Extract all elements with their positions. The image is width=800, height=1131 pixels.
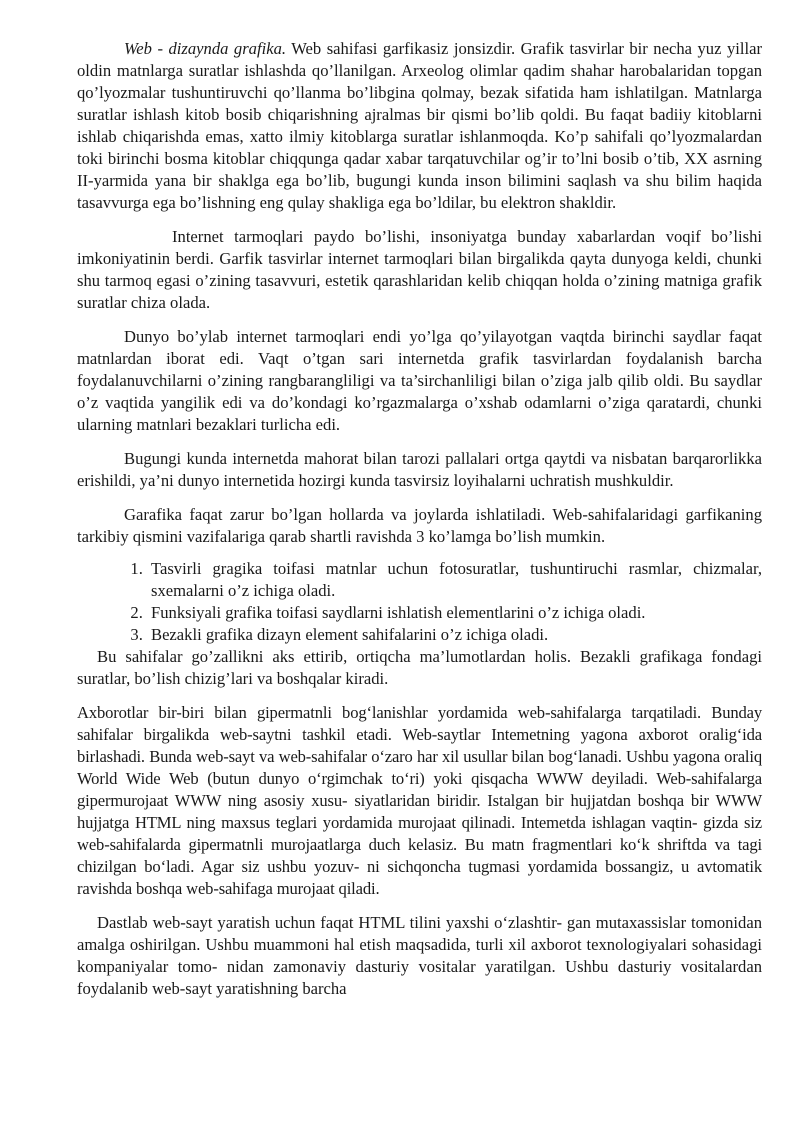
paragraph-graphics-usage: Garafika faqat zarur bo’lgan hollarda va joylarda ishlatiladi. Web-sahifalaridagi garfikaning tarkibiy qismini vazifalariga qarab shartli ravishda 3 ko’lamga bo’lish mumkin. (77, 505, 762, 546)
paragraph-web-design-graphics (77, 38, 762, 214)
paragraph-lead-italic: Web - dizaynda grafika. (124, 39, 287, 58)
list-item: 1. Tasvirli gragika toifasi matnlar uchun fotosuratlar, tushuntiruchi rasmlar, chizmalar, sxemalarni o’z ichiga oladi. (147, 558, 762, 602)
paragraph-hypertext-links: Axborotlar bir-biri bilan gipermatnli bog‘lanishlar yordamida web-sahifalarga tarqatiladi. Bunday sahifalar birgalikda web-saytni tashkil etadi. Web-saytlar Intemetning yagona axborot oralig‘ida birlashadi. Bunda web-sayt va web-sahifalar o‘zaro har xil usullar bilan bog‘lanadi. Ushbu yagona oraliq World Wide Web (butun dunyo o‘rgimchak to‘ri) yoki qisqacha WWW deyiladi. Web-sahifalarga gipermurojaat WWW ning asosiy xusu- siyatlaridan biridir. Istalgan bir hujjatdan boshqa bir WWW hujjatga HTML ning maxsus teglari yordamida murojaat qilinadi. Intemetda ishlagan vaqtin- gizda siz web-sahifalarda gipermatnli murojaatlarga duch kelasiz. Bu matn fragmentlari ko‘k shriftda va tagi chizilgan bo‘ladi. Agar siz ushbu yozuv- ni sichqoncha tugmasi yordamida bossangiz, u avtomatik ravishda boshqa web-sahifaga murojaat qiladi. (77, 703, 762, 898)
paragraph-today-internet: Bugungi kunda internetda mahorat bilan tarozi pallalari ortga qaytdi va nisbatan barqarorlikka erishildi, ya’ni dunyo internetida hozirgi kunda tasvirsiz loyihalarni uchratish mushkuldir. (77, 449, 762, 490)
paragraph-internet-networks: Internet tarmoqlari paydo bo’lishi, insoniyatga bunday xabarlardan voqif bo’lishi imkoniyatinin berdi. Garfik tasvirlar internet tarmoqlari bilan birgalikda qayta dunyoga keldi, chunki shu tarmoq egasi o’zining tasavvuri, estetik qarashlaridan kelib chiqqan holda o’zining matniga grafik suratlar chiza olada. (77, 227, 762, 312)
paragraph-website-creation: Dastlab web-sayt yaratish uchun faqat HTML tilini yaxshi o‘zlashtir- gan mutaxassislar tomonidan amalga oshirilgan. Ushbu muammoni hal etish maqsadida, turli xil axborot texnologiyalari sohasidagi kompaniyalar tomo- nidan zamonaviy dasturiy vositalar yaratilgan. Ushbu dasturiy vositalardan foydalanib web-sayt yaratishning barcha (77, 913, 762, 998)
paragraph-first-sites: Dunyo bo’ylab internet tarmoqlari endi yo’lga qo’yilayotgan vaqtda birinchi saydlar faqat matnlardan iborat edi. Vaqt o’tgan sari internetda grafik tasvirlardan foydalanish barcha foydalanuvchilarni o’zining rangbarangliligi va ta’sirchanliligi bilan o’ziga jalb qilib oldi. Bu saydlar o’z vaqtida yangilik edi va do’kondagi ko’rgazmalarga o’xshab odamlarni o’ziga qaratardi, chunki ularning matnlari bezaklari turlicha edi. (77, 327, 762, 434)
list-item: 2. Funksiyali grafika toifasi saydlarni ishlatish elementlarini o’z ichiga oladi. (147, 602, 762, 624)
paragraph-body: Web sahifasi garfikasiz jonsizdir. Grafik tasvirlar bir necha yuz yillar oldin matnlarga suratlar ishlashda qo’llanilgan. Arxeolog olimlar qadim shahar harobalaridan topgan qo’lyozmalar tushuntiruvchi qo’llanma bo’libgina qolmay, bezak sifatida ham ishlatilgan. Matnlarga suratlar ishlash kitob bosib chiqarishning ajralmas bir qismi bo’lib qoldi. Bu faqat badiiy kitoblarni ishlab chiqarishda emas, xatto ilmiy kitoblarga suratlar ishlanmoqda. Ko’p sahifali qo’lyozmalardan toki birinchi bosma kitoblar chiqqunga qadar xabar tarqatuvchilar og’ir to’lni bosib o’tib, XX asrning II-yarmida yana bir shaklga ega bo’lib, bugungi kunda inson bilimini saqlash va shu bilim haqida tasavvurga ega bo’lishning eng qulay shakliga ega bo’ldilar, bu elektron shakldir. (77, 39, 762, 212)
list-item: 3. Bezakli grafika dizayn element sahifalarini o’z ichiga oladi. (147, 624, 762, 646)
graphics-categories-list (77, 558, 762, 646)
paragraph-decorative-pages: Bu sahifalar go’zallikni aks ettirib, ortiqcha ma’lumotlardan holis. Bezakli grafikaga fondagi suratlar, bo’lish chizig’lari va boshqalar kiradi. (77, 647, 762, 688)
